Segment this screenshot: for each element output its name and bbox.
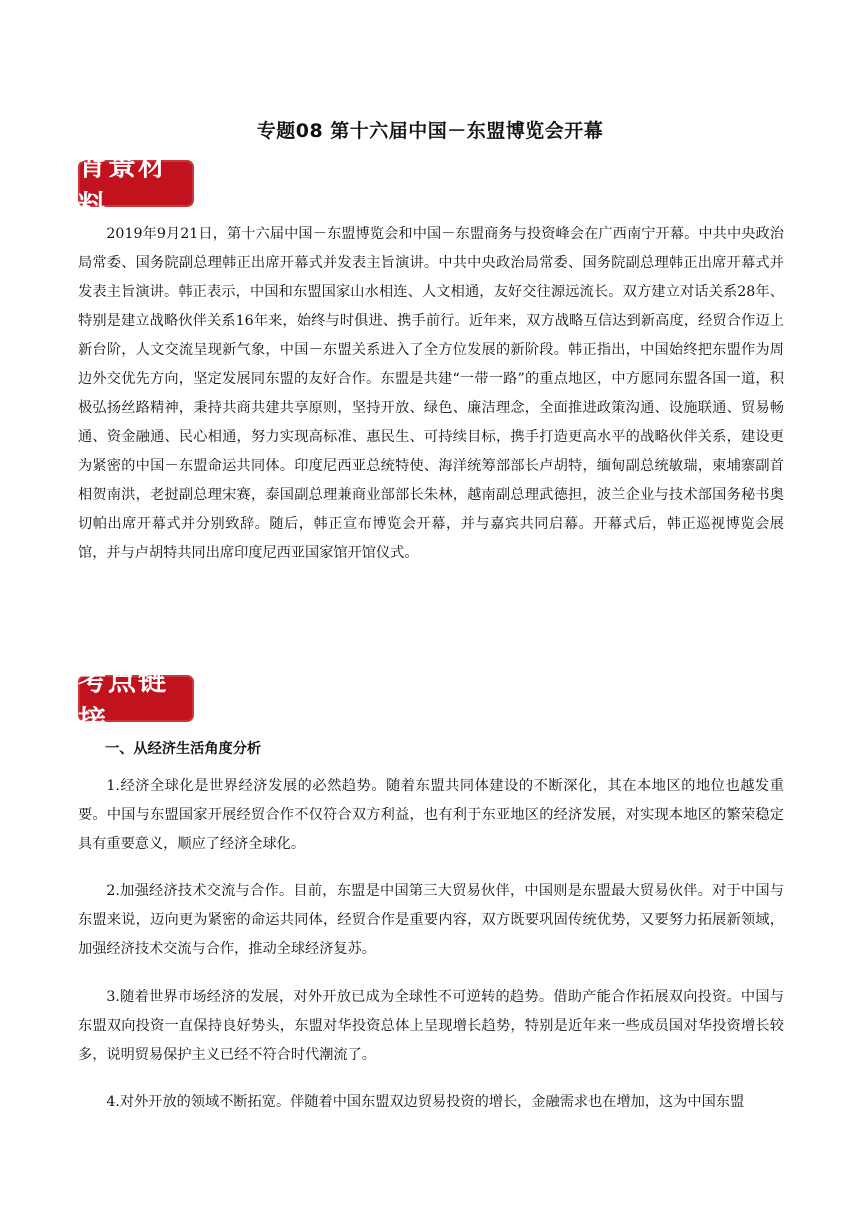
section-badge-points: 考点链接 — [78, 675, 194, 722]
point-paragraph-4: 4.对外开放的领域不断拓宽。伴随着中国东盟双边贸易投资的增长，金融需求也在增加，这为中国东盟 — [106, 1094, 745, 1110]
page-title: 专题08 第十六届中国－东盟博览会开幕 — [256, 120, 604, 142]
point-paragraph-3: 3.随着世界市场经济的发展，对外开放已成为全球性不可逆转的趋势。借助产能合作拓展双向投资。中国与东盟双向投资一直保持良好势头，东盟对华投资总体上呈现增长趋势，特别是近年来一些成员国对华投资增长较多，说明贸易保护主义已经不符合时代潮流了。 — [78, 989, 784, 1063]
background-paragraph: 2019年9月21日，第十六届中国－东盟博览会和中国－东盟商务与投资峰会在广西南宁开幕。中共中央政治局常委、国务院副总理韩正出席开幕式并发表主旨演讲。中共中央政治局常委、国务院副总理韩正出席开幕式并发表主旨演讲。韩正表示，中国和东盟国家山水相连、人文相通，友好交往源远流长。双方建立对话关系28年、特别是建立战略伙伴关系16年来，始终与时俱进、携手前行。近年来，双方战略互信达到新高度，经贸合作迈上新台阶，人文交流呈现新气象，中国－东盟关系进入了全方位发展的新阶段。韩正指出，中国始终把东盟作为周边外交优先方向，坚定发展同东盟的友好合作。东盟是共建“一带一路”的重点地区，中方愿同东盟各国一道，积极弘扬丝路精神，秉持共商共建共享原则，坚持开放、绿色、廉洁理念，全面推进政策沟通、设施联通、贸易畅通、资金融通、民心相通，努力实现高标准、惠民生、可持续目标，携手打造更高水平的战略伙伴关系，建设更为紧密的中国－东盟命运共同体。印度尼西亚总统特使、海洋统筹部部长卢胡特，缅甸副总统敏瑞，柬埔寨副首相贺南洪，老挝副总理宋赛，泰国副总理兼商业部部长朱林，越南副总理武德担，波兰企业与技术部国务秘书奥切帕出席开幕式并分别致辞。随后，韩正宣布博览会开幕，并与嘉宾共同启幕。开幕式后，韩正巡视博览会展馆，并与卢胡特共同出席印度尼西亚国家馆开馆仪式。 — [78, 226, 784, 561]
point-paragraph-1: 1.经济全球化是世界经济发展的必然趋势。随着东盟共同体建设的不断深化，其在本地区的地位也越发重要。中国与东盟国家开展经贸合作不仅符合双方利益，也有利于东亚地区的经济发展，对实现本地区的繁荣稳定具有重要意义，顺应了经济全球化。 — [78, 778, 784, 852]
section-heading: 一、从经济生活角度分析 — [105, 741, 262, 757]
point-paragraph-2: 2.加强经济技术交流与合作。目前，东盟是中国第三大贸易伙伴，中国则是东盟最大贸易伙伴。对于中国与东盟来说，迈向更为紧密的命运共同体，经贸合作是重要内容，双方既要巩固传统优势，又要努力拓展新领域，加强经济技术交流与合作，推动全球经济复苏。 — [78, 883, 784, 957]
section-badge-background: 背景材料 — [78, 160, 194, 207]
